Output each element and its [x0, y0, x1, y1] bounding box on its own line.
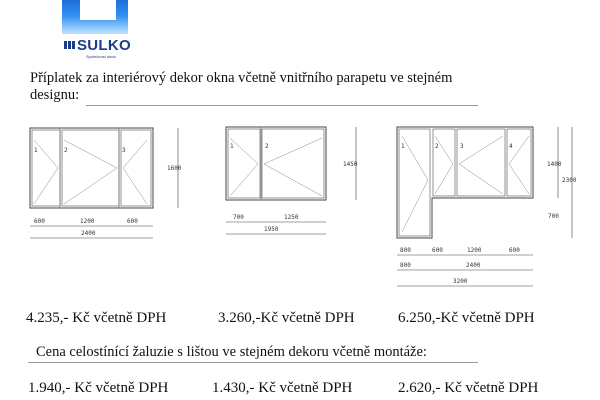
- window-3-pane-label: 4: [509, 143, 513, 150]
- window-1-pane-label: 3: [122, 147, 126, 154]
- window-2-total-width: 1950: [264, 226, 279, 233]
- logo-tagline: Společnost okna: [86, 54, 116, 59]
- window-3-door-height-label: 2300: [562, 177, 577, 184]
- window-1-drawing: [30, 128, 182, 238]
- window-3-pane-label: 1: [401, 143, 405, 150]
- window-1-width-label: 600: [34, 218, 45, 225]
- window-1-price: 4.235,- Kč včetně DPH: [26, 310, 167, 326]
- window-1-height-label: 1600: [167, 165, 182, 172]
- window-3-width-label: 600: [432, 247, 443, 254]
- blinds-price-3: 2.620,- Kč včetně DPH: [398, 380, 539, 396]
- heading-underline: [86, 105, 478, 106]
- window-2-pane-label: 2: [265, 143, 269, 150]
- blinds-underline: [28, 362, 478, 363]
- window-2-drawing: [226, 127, 358, 234]
- window-3-width-label: 600: [509, 247, 520, 254]
- window-3-width-label: 800: [400, 247, 411, 254]
- logo-image: [62, 0, 128, 34]
- window-3-price: 6.250,-Kč včetně DPH: [398, 310, 535, 326]
- window-3-drawing: [397, 127, 577, 286]
- window-3-total-width: 3200: [453, 278, 468, 285]
- logo-name: SULKO: [77, 37, 131, 54]
- window-3-row2-width-label: 2400: [466, 262, 481, 269]
- window-3-width-label: 1200: [467, 247, 482, 254]
- window-2-width-label: 700: [233, 214, 244, 221]
- window-2-height-label: 1450: [343, 161, 358, 168]
- window-3-pane-label: 3: [460, 143, 464, 150]
- blinds-heading: Cena celostínící žaluzie s lištou ve stejném dekoru včetně montáže:: [36, 344, 427, 360]
- window-1-pane-label: 2: [64, 147, 68, 154]
- window-drawings: [0, 110, 600, 300]
- window-1-pane-label: 1: [34, 147, 38, 154]
- blinds-price-1: 1.940,- Kč včetně DPH: [28, 380, 169, 396]
- logo-mark-icon: [64, 40, 76, 50]
- surcharge-heading-line1: Příplatek za interiérový dekor okna včetně vnitřního parapetu ve stejném: [30, 70, 453, 86]
- window-1-width-label: 600: [127, 218, 138, 225]
- window-3-row2-width-label: 800: [400, 262, 411, 269]
- window-2-width-label: 1250: [284, 214, 299, 221]
- window-1-total-width: 2400: [81, 230, 96, 237]
- window-1-width-label: 1200: [80, 218, 95, 225]
- blinds-price-2: 1.430,- Kč včetně DPH: [212, 380, 353, 396]
- window-3-pane-label: 2: [435, 143, 439, 150]
- window-3-height-label: 1400: [547, 161, 562, 168]
- window-2-price: 3.260,-Kč včetně DPH: [218, 310, 355, 326]
- surcharge-heading-line2: designu:: [30, 87, 80, 103]
- window-3-bottom-label: 700: [548, 213, 559, 220]
- window-2-pane-label: 1: [230, 143, 234, 150]
